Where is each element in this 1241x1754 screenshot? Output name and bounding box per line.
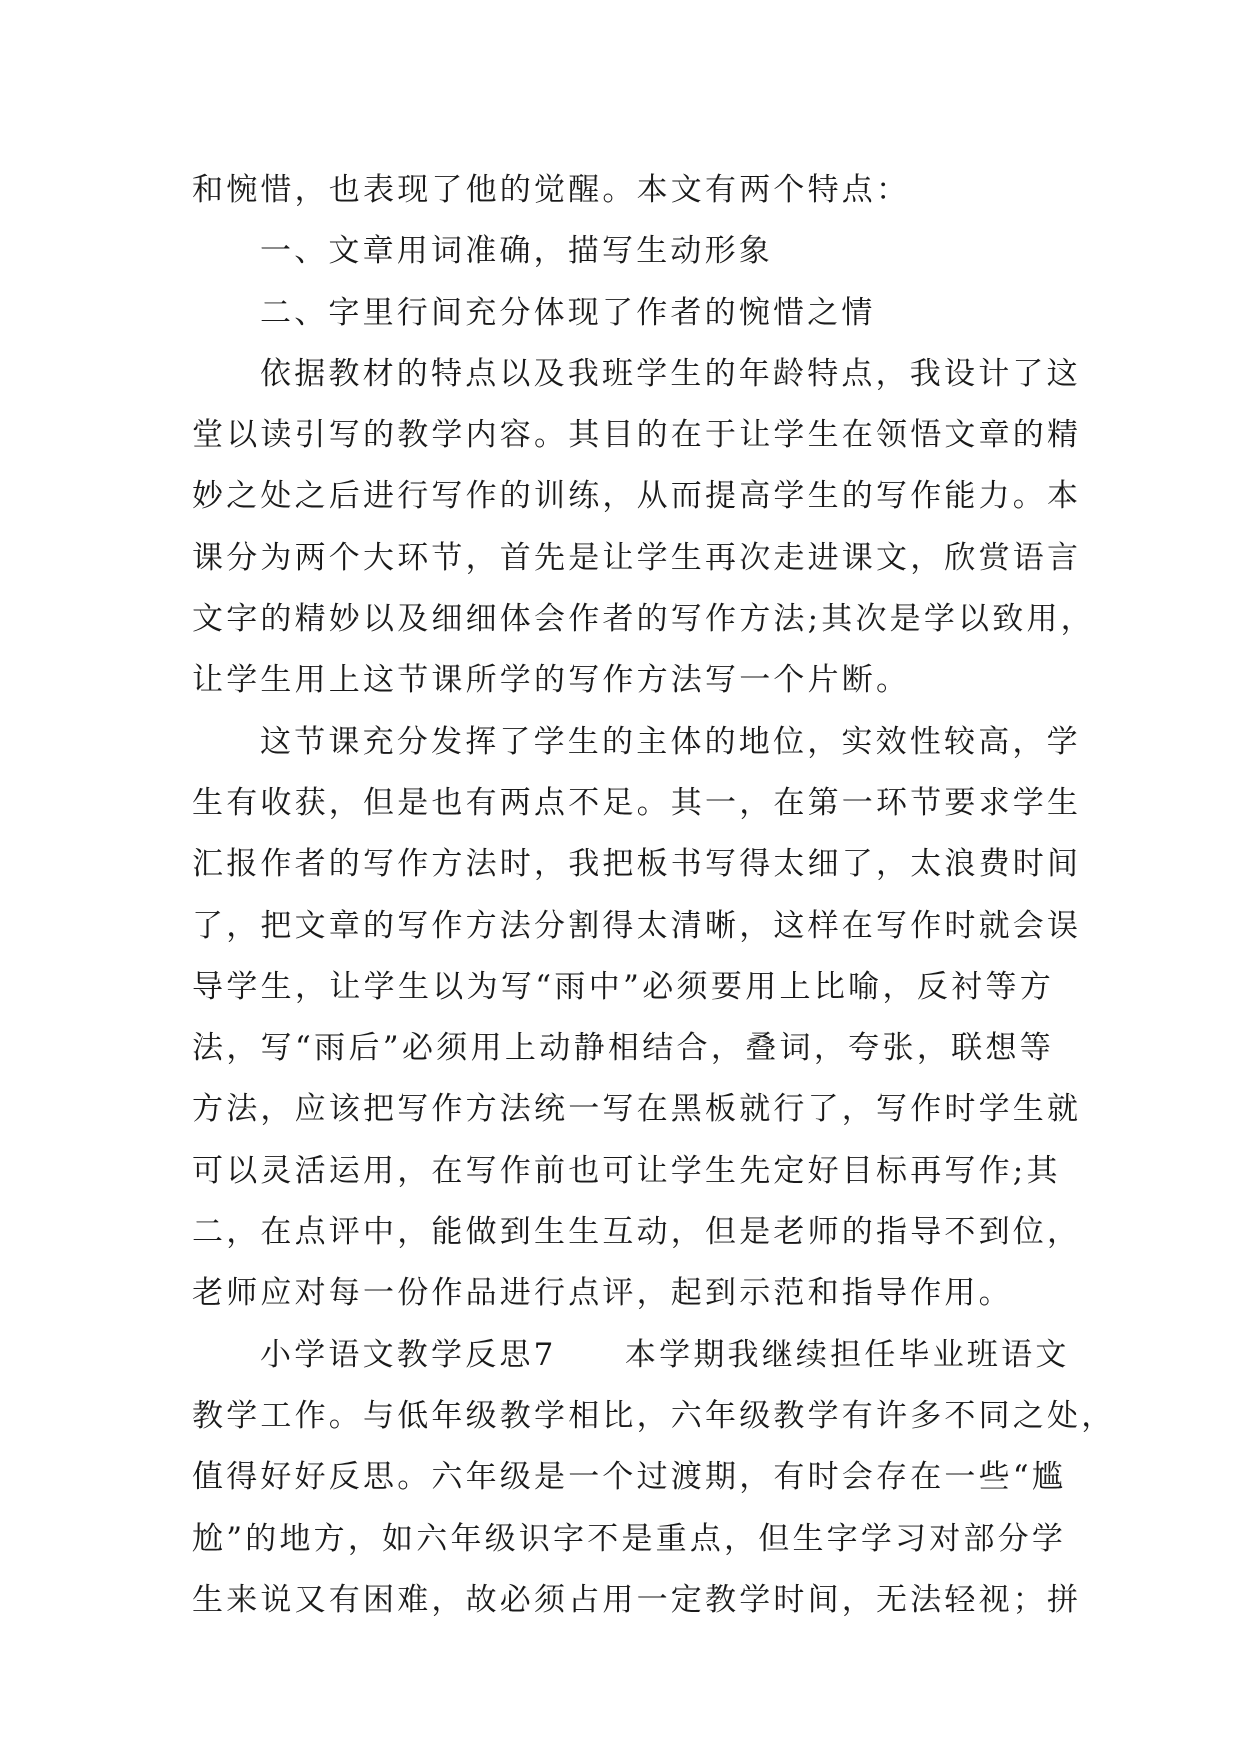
text-line-10: 这节课充分发挥了学生的主体的地位，实效性较高，学 [260,723,1081,760]
text-line-18: 二，在点评中，能做到生生互动，但是老师的指导不到位， [192,1214,1082,1251]
text-line-16: 方法，应该把写作方法统一写在黑板就行了，写作时学生就 [192,1091,1082,1128]
text-line-22: 值得好好反思。六年级是一个过渡期，有时会存在一些“尴 [192,1459,1067,1496]
text-line-14: 导学生，让学生以为写“雨中”必须要用上比喻，反衬等方 [192,968,1054,1005]
text-line-2: 一、文章用词准确，描写生动形象 [260,233,773,270]
text-line-1: 和惋惜，也表现了他的觉醒。本文有两个特点： [192,172,911,208]
text-line-13: 了，把文章的写作方法分割得太清晰，这样在写作时就会误 [192,907,1082,944]
text-line-4: 依据教材的特点以及我班学生的年龄特点，我设计了这 [260,355,1081,392]
text-line-23: 尬”的地方，如六年级识字不是重点，但生字学习对部分学 [192,1520,1067,1557]
text-line-5: 堂以读引写的教学内容。其目的在于让学生在领悟文章的精 [192,417,1082,454]
text-line-20: 小学语文教学反思7 本学期我继续担任毕业班语文 [260,1336,1070,1373]
text-line-24: 生来说又有困难，故必须占用一定教学时间，无法轻视；拼 [192,1581,1082,1618]
text-line-8: 文字的精妙以及细细体会作者的写作方法;其次是学以致用， [192,601,1095,638]
text-line-17: 可以灵活运用，在写作前也可让学生先定好目标再写作;其 [192,1152,1061,1189]
text-line-12: 汇报作者的写作方法时，我把板书写得太细了，太浪费时间 [192,846,1082,883]
text-line-6: 妙之处之后进行写作的训练，从而提高学生的写作能力。本 [192,478,1082,515]
text-line-15: 法，写“雨后”必须用上动静相结合，叠词，夸张，联想等 [192,1030,1054,1067]
text-line-21: 教学工作。与低年级教学相比，六年级教学有许多不同之处， [192,1397,1116,1434]
text-line-9: 让学生用上这节课所学的写作方法写一个片断。 [192,662,911,699]
text-line-11: 生有收获，但是也有两点不足。其一，在第一环节要求学生 [192,784,1082,821]
body-text [192,160,1116,1631]
text-line-19: 老师应对每一份作品进行点评，起到示范和指导作用。 [192,1275,1013,1312]
text-line-7: 课分为两个大环节，首先是让学生再次走进课文，欣赏语言 [192,539,1082,576]
text-line-3: 二、字里行间充分体现了作者的惋惜之情 [260,294,876,331]
